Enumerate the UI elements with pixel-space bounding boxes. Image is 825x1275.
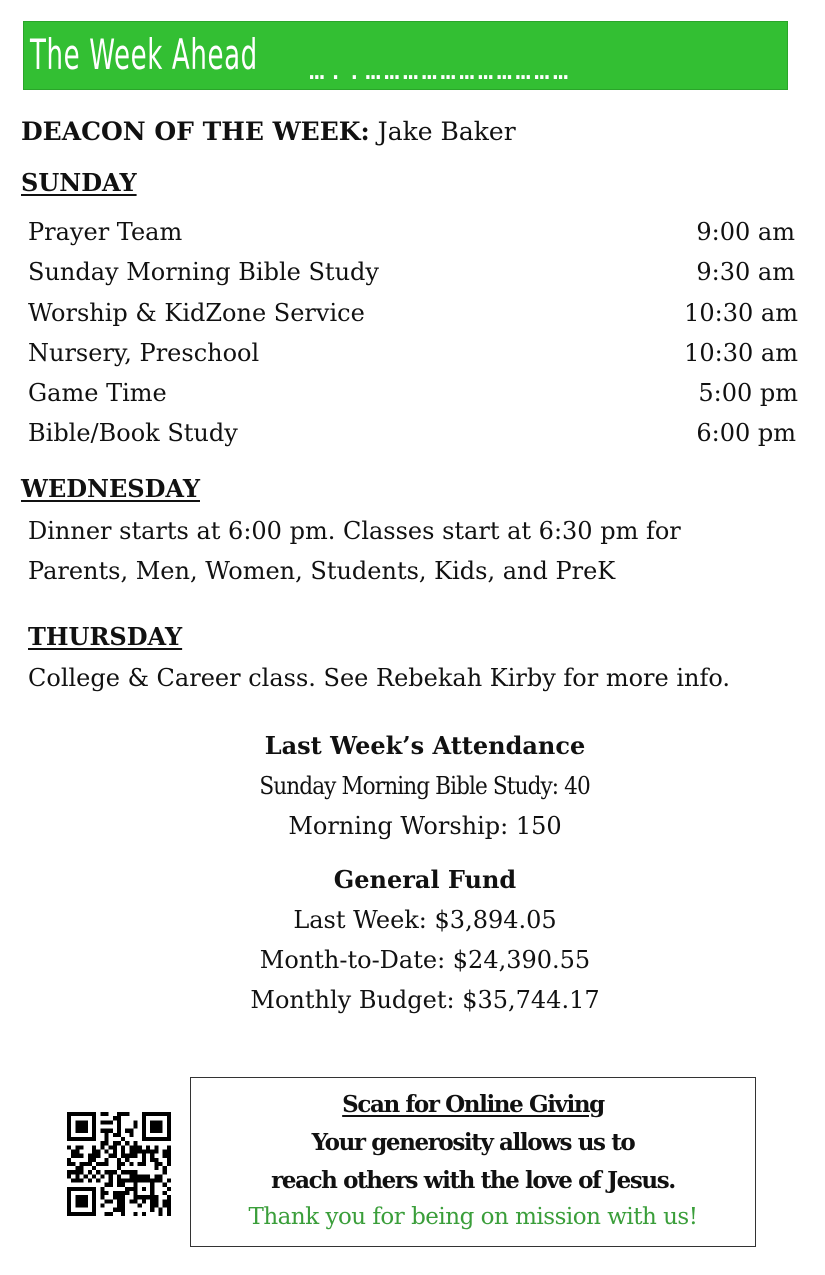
schedule-row — [28, 373, 798, 413]
schedule-event: Prayer Team — [28, 218, 183, 246]
schedule-time: 10:30 am — [684, 338, 798, 367]
schedule-time: 5:00 pm — [698, 379, 798, 408]
banner-title: The Week Ahead — [30, 30, 258, 79]
schedule-row — [28, 333, 798, 373]
deacon-label: DEACON OF THE WEEK: — [21, 117, 370, 146]
sunday-schedule — [28, 212, 798, 454]
banner-dot-leader: …..…………………………… — [309, 56, 572, 86]
sunday-heading: SUNDAY — [21, 168, 137, 197]
schedule-row — [28, 212, 798, 252]
schedule-row — [28, 293, 798, 333]
general-fund-section — [0, 860, 825, 1020]
schedule-event: Nursery, Preschool — [28, 338, 260, 367]
wednesday-text-line2: Parents, Men, Women, Students, Kids, and PreK — [28, 557, 616, 585]
giving-line2: reach others with the love of Jesus. — [271, 1167, 675, 1194]
schedule-event: Sunday Morning Bible Study — [28, 258, 379, 287]
giving-qr-code[interactable] — [67, 1112, 171, 1216]
deacon-name: Jake Baker — [377, 117, 516, 146]
schedule-time: 9:30 am — [696, 258, 795, 287]
schedule-event: Worship & KidZone Service — [28, 298, 365, 327]
giving-line1: Your generosity allows us to — [311, 1129, 635, 1156]
schedule-row — [28, 413, 798, 453]
schedule-time: 6:00 pm — [696, 419, 796, 448]
thursday-text: College & Career class. See Rebekah Kirby for more info. — [28, 664, 731, 692]
giving-title: Scan for Online Giving — [342, 1091, 604, 1118]
thursday-heading: THURSDAY — [28, 622, 183, 651]
week-ahead-banner — [23, 21, 788, 90]
schedule-row — [28, 252, 798, 292]
wednesday-heading: WEDNESDAY — [21, 474, 200, 503]
attendance-worship: Morning Worship: 150 — [288, 812, 562, 840]
fund-month-to-date: Month-to-Date: $24,390.55 — [259, 946, 591, 974]
fund-monthly-budget: Monthly Budget: $35,744.17 — [250, 986, 600, 1014]
wednesday-text-line1: Dinner starts at 6:00 pm. Classes start at 6:30 pm for — [28, 517, 681, 545]
schedule-event: Game Time — [28, 379, 167, 408]
attendance-section — [0, 726, 825, 846]
schedule-time: 10:30 am — [684, 298, 798, 327]
general-fund-heading: General Fund — [333, 865, 517, 894]
schedule-event: Bible/Book Study — [28, 419, 238, 448]
online-giving-box — [190, 1077, 756, 1247]
attendance-bible-study: Sunday Morning Bible Study: 40 — [259, 772, 591, 800]
deacon-of-week — [21, 117, 516, 146]
attendance-heading: Last Week’s Attendance — [264, 731, 586, 760]
schedule-time: 9:00 am — [696, 218, 795, 246]
giving-thanks: Thank you for being on mission with us! — [248, 1204, 698, 1230]
fund-last-week: Last Week: $3,894.05 — [293, 906, 557, 934]
